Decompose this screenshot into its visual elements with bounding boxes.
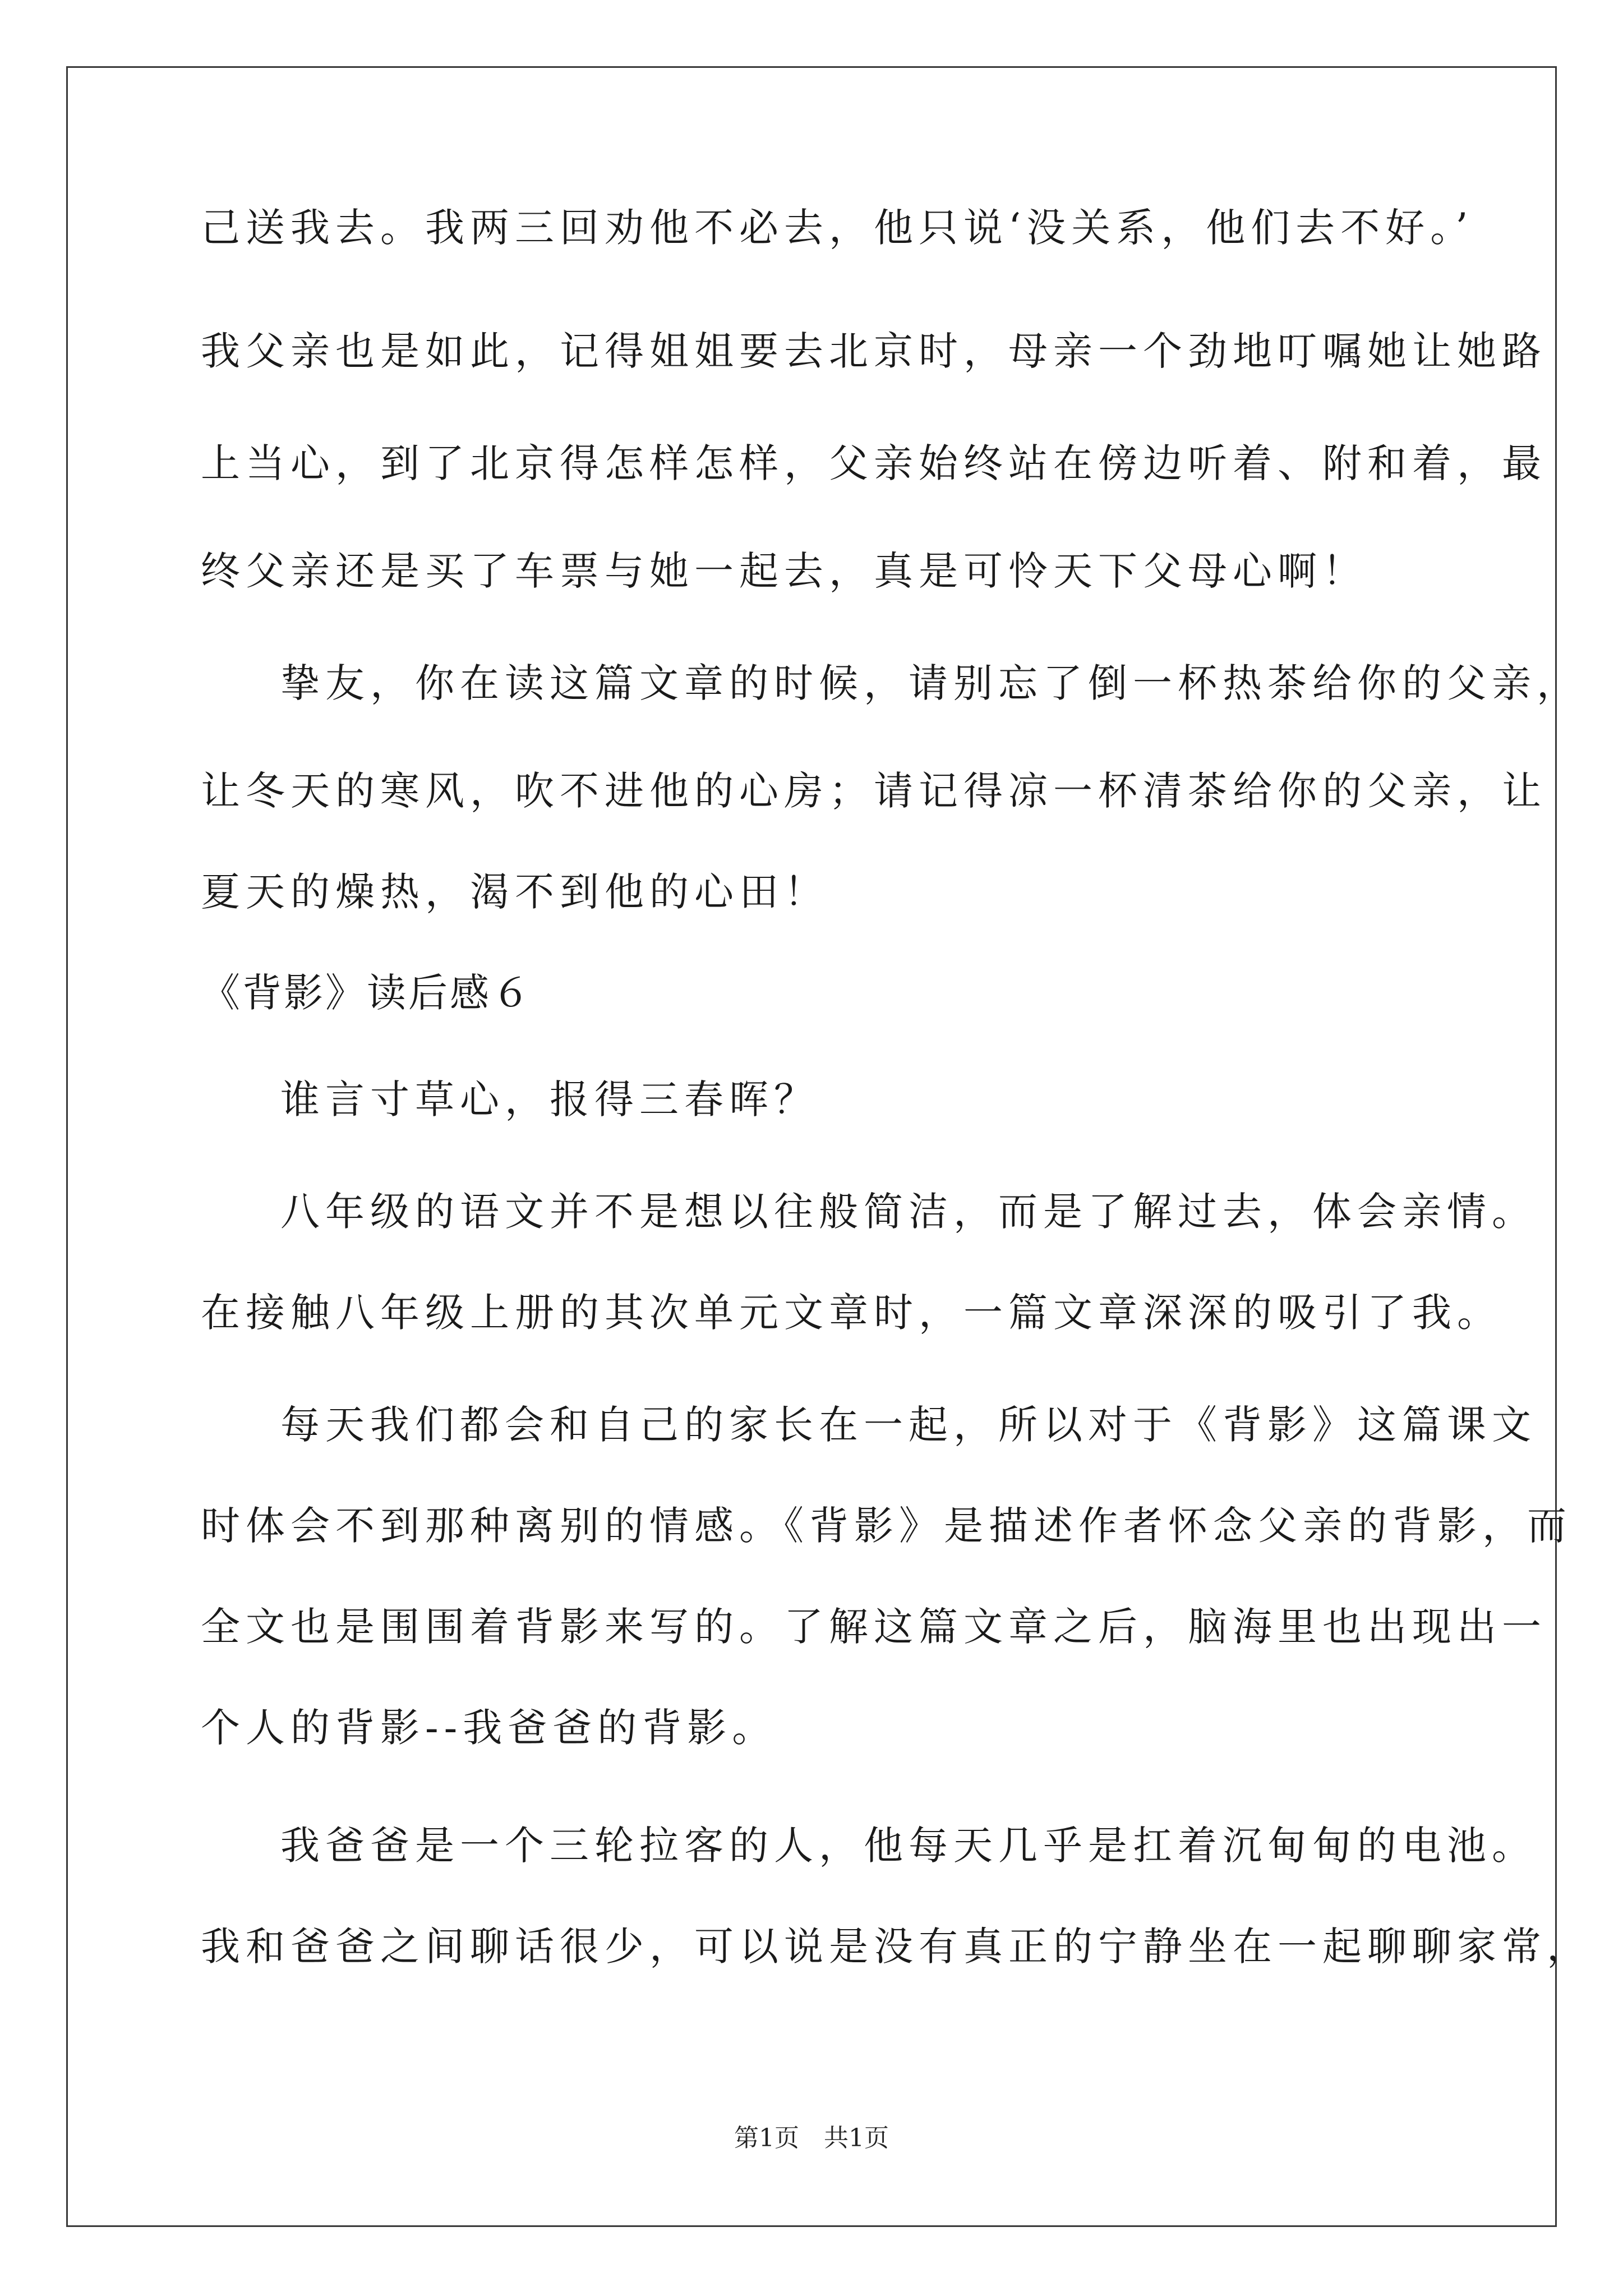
- paragraph-first-line: 八年级的语文并不是想以往般简洁，而是了解过去，体会亲情。: [280, 1189, 1537, 1235]
- text-line: 个人的背影--我爸爸的背影。: [201, 1705, 777, 1751]
- page-border: [66, 66, 1557, 2227]
- page-footer: [0, 2123, 1623, 2154]
- paragraph-first-line: 每天我们都会和自己的家长在一起，所以对于《背影》这篇课文: [280, 1402, 1537, 1448]
- section-heading: 《背影》读后感６: [201, 970, 533, 1016]
- text-line: 我父亲也是如此，记得姐姐要去北京时，母亲一个劲地叮嘱她让她路: [201, 328, 1547, 374]
- text-line: 我和爸爸之间聊话很少，可以说是没有真正的宁静坐在一起聊聊家常，: [201, 1924, 1592, 1970]
- text-line: 己送我去。我两三回劝他不必去，他只说‘没关系，他们去不好。’: [201, 205, 1474, 251]
- text-line: 让冬天的寒风，吹不进他的心房；请记得凉一杯清茶给你的父亲，让: [201, 768, 1547, 814]
- paragraph-first-line: 挚友，你在读这篇文章的时候，请别忘了倒一杯热茶给你的父亲，: [280, 660, 1581, 706]
- paragraph-first-line: 我爸爸是一个三轮拉客的人，他每天几乎是扛着沉甸甸的电池。: [280, 1823, 1537, 1869]
- page-number-total: 共1页: [824, 2124, 889, 2152]
- text-line: 上当心，到了北京得怎样怎样，父亲始终站在傍边听着、附和着，最: [201, 440, 1547, 486]
- paragraph-first-line: 谁言寸草心，报得三春晖？: [280, 1076, 819, 1122]
- text-line: 全文也是围围着背影来写的。了解这篇文章之后，脑海里也出现出一: [201, 1604, 1547, 1650]
- page-number-current: 第1页: [734, 2124, 799, 2152]
- text-line: 终父亲还是买了车票与她一起去，真是可怜天下父母心啊！: [201, 548, 1367, 594]
- text-line: 在接触八年级上册的其次单元文章时，一篇文章深深的吸引了我。: [201, 1290, 1502, 1336]
- text-line: 时体会不到那种离别的情感。《背影》是描述作者怀念父亲的背影，而: [201, 1503, 1572, 1549]
- text-line: 夏天的燥热，渴不到他的心田！: [201, 869, 829, 915]
